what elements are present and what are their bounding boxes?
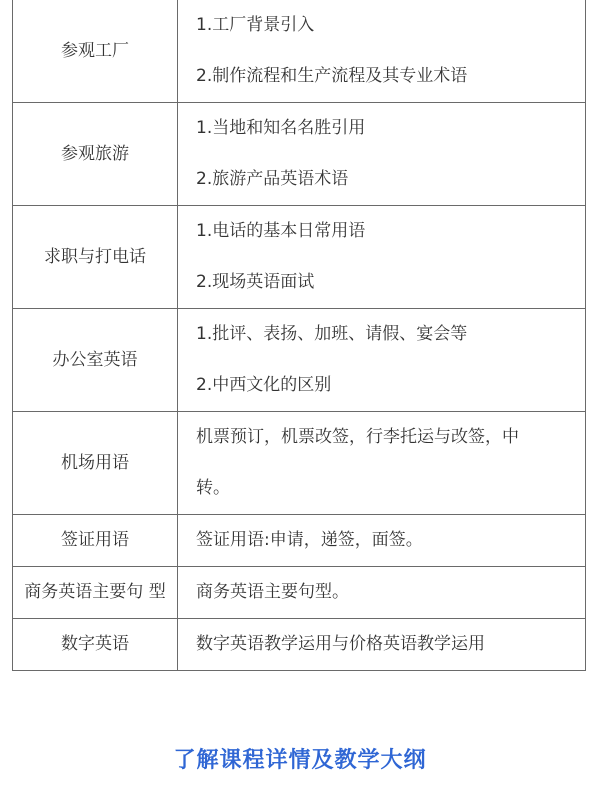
content-cell [178,206,586,309]
topic-cell: 参观工厂 [13,0,178,103]
content-line: 2.制作流程和生产流程及其专业术语 [196,66,468,86]
content-cell [178,0,586,103]
course-table [12,0,586,671]
topic-line: 商务英语主要句 [24,582,144,602]
topic-line: 型 [148,582,166,602]
content-line: 签证用语:申请，递签，面签。 [196,530,423,550]
content-line: 1.批评、表扬、加班、请假、宴会等 [196,324,468,344]
topic-cell [13,567,178,619]
topic-cell: 参观旅游 [13,103,178,206]
table-row [13,309,586,412]
table-row [13,103,586,206]
content-line: 商务英语主要句型。 [196,582,349,602]
content-line: 2.旅游产品英语术语 [196,169,349,189]
topic-cell: 签证用语 [13,515,178,567]
content-line: 机票预订，机票改签，行李托运与改签，中 [196,427,519,447]
content-cell [178,103,586,206]
table-row [13,412,586,515]
table-row [13,515,586,567]
topic-cell: 办公室英语 [13,309,178,412]
topic-cell: 机场用语 [13,412,178,515]
table-row [13,619,586,671]
content-cell [178,567,586,619]
content-cell [178,515,586,567]
content-line: 2.现场英语面试 [196,272,315,292]
table-row [13,206,586,309]
content-cell [178,412,586,515]
topic-cell: 数字英语 [13,619,178,671]
course-details-link[interactable]: 了解课程详情及教学大纲 [173,748,427,773]
content-line: 1.工厂背景引入 [196,15,315,35]
content-line: 1.电话的基本日常用语 [196,221,366,241]
content-line: 1.当地和知名名胜引用 [196,118,366,138]
table-row [13,0,586,103]
content-cell [178,619,586,671]
content-line: 2.中西文化的区别 [196,375,332,395]
content-cell [178,309,586,412]
topic-cell: 求职与打电话 [13,206,178,309]
table-row [13,567,586,619]
content-line: 转。 [196,478,230,498]
content-line: 数字英语教学运用与价格英语教学运用 [196,634,485,654]
